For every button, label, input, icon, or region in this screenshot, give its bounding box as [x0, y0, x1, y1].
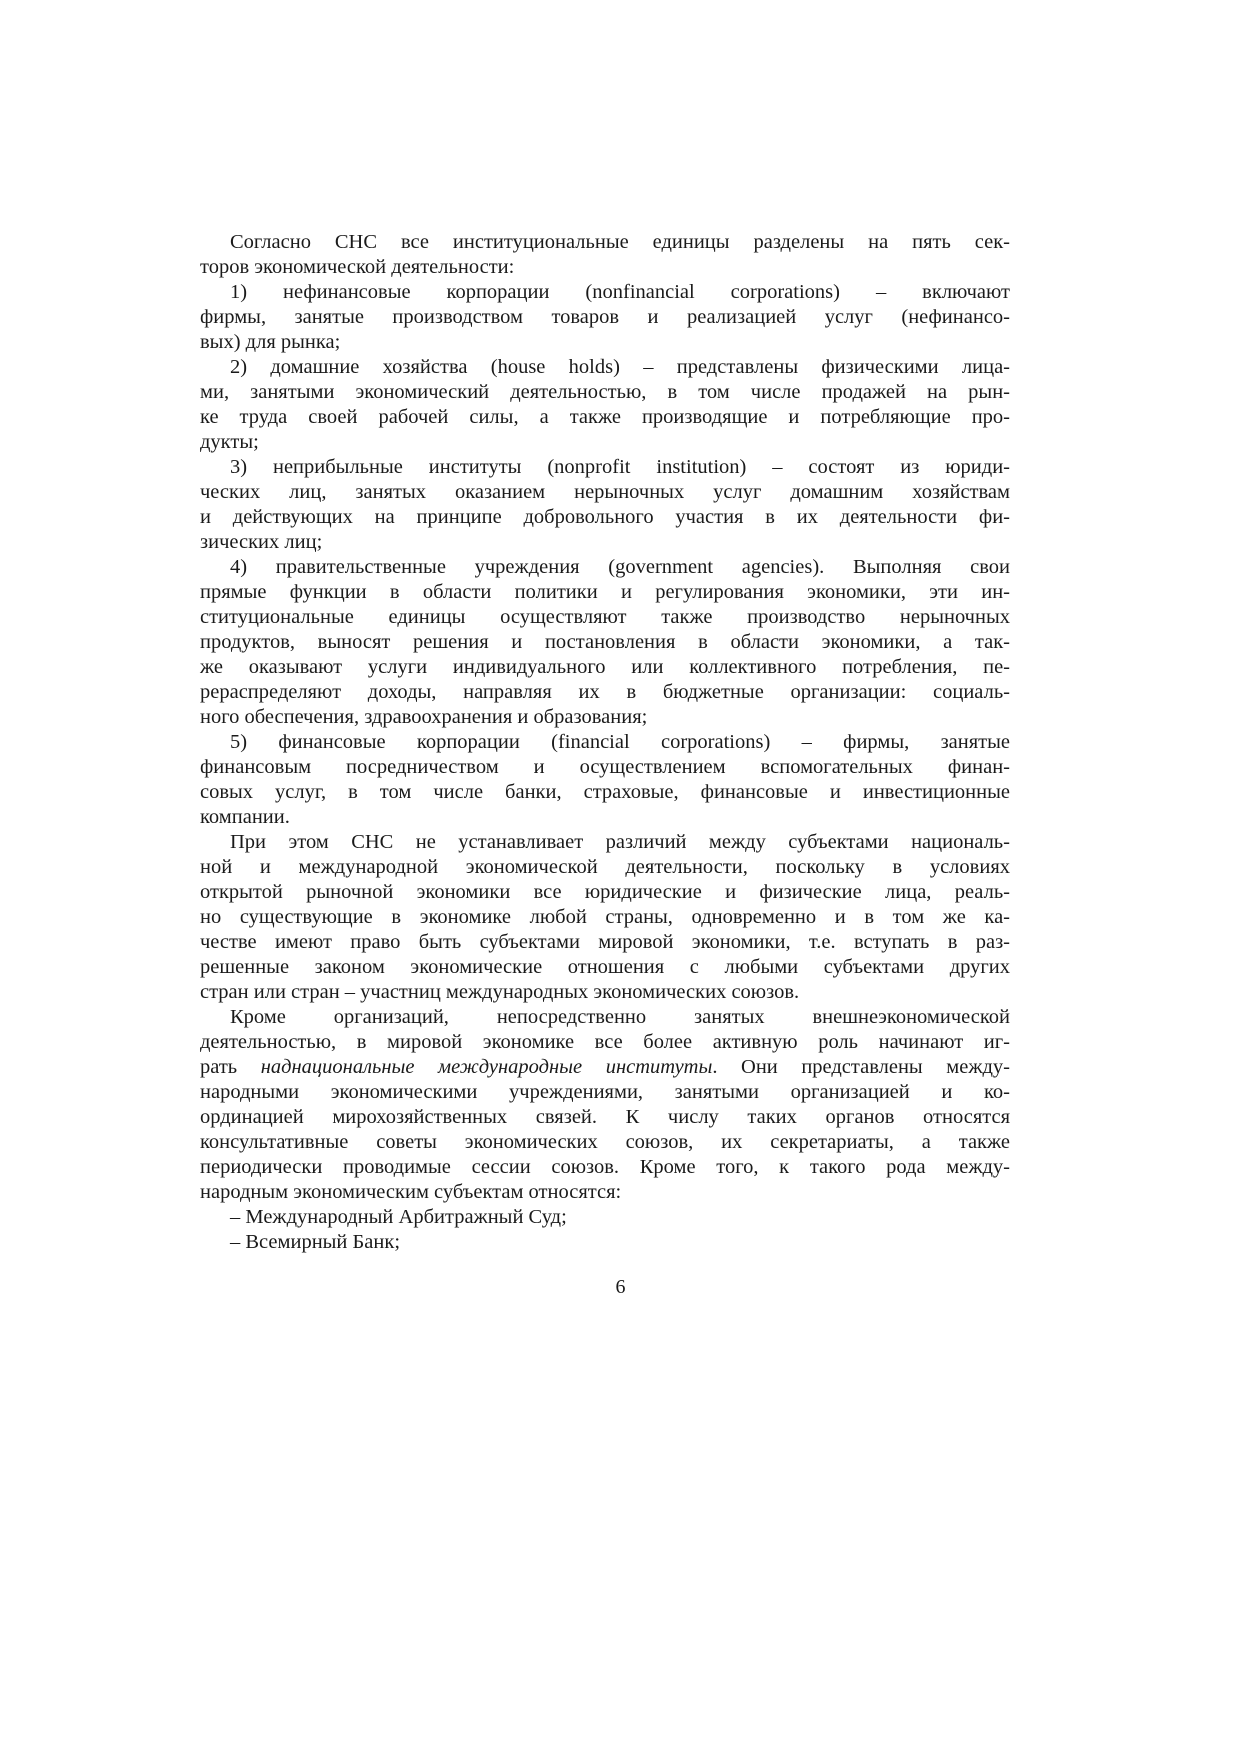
text-line	[200, 280, 1010, 305]
text-segment: торов экономической деятельности:	[200, 256, 515, 278]
text-line	[200, 330, 1010, 355]
text-segment: периодически проводимые сессии союзов. Кроме того, к такого рода между-	[200, 1156, 1010, 1178]
text-line	[200, 555, 1010, 580]
text-line	[200, 680, 1010, 705]
text-line	[200, 455, 1010, 480]
text-line	[200, 1155, 1010, 1180]
text-segment: – Международный Арбитражный Суд;	[230, 1206, 567, 1228]
text-segment: зических лиц;	[200, 531, 323, 553]
text-segment: финансовым посредничеством и осуществлением вспомогательных финан-	[200, 756, 1010, 778]
text-segment: народными экономическими учреждениями, занятыми организацией и ко-	[200, 1081, 1010, 1103]
text-segment: компании.	[200, 806, 290, 828]
text-line	[200, 655, 1010, 680]
text-segment: ституциональные единицы осуществляют также производство нерыночных	[200, 606, 1010, 628]
text-line	[200, 255, 1010, 280]
text-line	[200, 405, 1010, 430]
text-segment: честве имеют право быть субъектами мировой экономики, т.е. вступать в раз-	[200, 931, 1010, 953]
text-segment: фирмы, занятые производством товаров и реализацией услуг (нефинансо-	[200, 306, 1010, 328]
text-line	[200, 505, 1010, 530]
text-line	[200, 1080, 1010, 1105]
text-segment: народным экономическим субъектам относятся:	[200, 1181, 622, 1203]
emphasized-term: наднациональные международные институты	[260, 1056, 713, 1078]
text-line	[200, 730, 1010, 755]
text-segment: стран или стран – участниц международных экономических союзов.	[200, 981, 800, 1003]
text-segment: . Они представлены между-	[712, 1056, 1010, 1078]
body-text	[200, 230, 1010, 1255]
text-segment: ми, занятыми экономический деятельностью, в том числе продажей на рын-	[200, 381, 1010, 403]
text-segment: 2) домашние хозяйства (house holds) – представлены физическими лица-	[230, 356, 1010, 378]
text-segment: решенные законом экономические отношения с любыми субъектами других	[200, 956, 1010, 978]
text-line	[200, 355, 1010, 380]
text-line	[200, 480, 1010, 505]
text-line	[200, 605, 1010, 630]
text-segment: открытой рыночной экономики все юридические и физические лица, реаль-	[200, 881, 1010, 903]
text-line	[200, 905, 1010, 930]
text-line	[200, 1180, 1010, 1205]
text-line	[200, 630, 1010, 655]
text-line	[200, 1205, 1010, 1230]
text-line	[200, 930, 1010, 955]
text-segment: ческих лиц, занятых оказанием нерыночных услуг домашним хозяйствам	[200, 481, 1010, 503]
text-segment: но существующие в экономике любой страны, одновременно и в том же ка-	[200, 906, 1010, 928]
text-segment: 5) финансовые корпорации (financial corporations) – фирмы, занятые	[230, 731, 1010, 753]
text-line	[200, 955, 1010, 980]
text-segment: дукты;	[200, 431, 259, 453]
text-line	[200, 1230, 1010, 1255]
text-line	[200, 305, 1010, 330]
text-line	[200, 1105, 1010, 1130]
text-segment: продуктов, выносят решения и постановления в области экономики, а так-	[200, 631, 1010, 653]
text-line	[200, 705, 1010, 730]
text-segment: консультативные советы экономических союзов, их секретариаты, а также	[200, 1131, 1010, 1153]
text-segment: вых) для рынка;	[200, 331, 341, 353]
text-segment: Кроме организаций, непосредственно занятых внешнеэкономической	[230, 1006, 1010, 1028]
text-segment: – Всемирный Банк;	[230, 1231, 401, 1253]
text-segment: прямые функции в области политики и регулирования экономики, эти ин-	[200, 581, 1010, 603]
text-segment: 1) нефинансовые корпорации (nonfinancial corporations) – включают	[230, 281, 1010, 303]
page-number: 6	[615, 1276, 626, 1298]
text-line	[200, 805, 1010, 830]
text-line	[200, 755, 1010, 780]
text-segment: 4) правительственные учреждения (government agencies). Выполняя свои	[230, 556, 1010, 578]
text-line	[200, 1130, 1010, 1155]
text-line	[200, 830, 1010, 855]
text-line	[200, 1005, 1010, 1030]
text-line	[200, 855, 1010, 880]
text-segment: При этом СНС не устанавливает различий между субъектами националь-	[230, 831, 1010, 853]
text-segment: и действующих на принципе добровольного участия в их деятельности фи-	[200, 506, 1010, 528]
text-segment: ординацией мирохозяйственных связей. К числу таких органов относятся	[200, 1106, 1010, 1128]
text-line	[200, 530, 1010, 555]
text-segment: совых услуг, в том числе банки, страховые, финансовые и инвестиционные	[200, 781, 1010, 803]
text-segment: деятельностью, в мировой экономике все более активную роль начинают иг-	[200, 1031, 1010, 1053]
text-segment: ного обеспечения, здравоохранения и образования;	[200, 706, 648, 728]
text-segment: рать	[200, 1056, 261, 1078]
text-segment: ной и международной экономической деятельности, поскольку в условиях	[200, 856, 1010, 878]
text-line	[200, 580, 1010, 605]
text-line	[200, 980, 1010, 1005]
text-line	[200, 1055, 1010, 1080]
text-line	[200, 230, 1010, 255]
text-segment: ке труда своей рабочей силы, а также производящие и потребляющие про-	[200, 406, 1010, 428]
text-line	[200, 1030, 1010, 1055]
text-segment: 3) неприбыльные институты (nonprofit institution) – состоят из юриди-	[230, 456, 1010, 478]
text-segment: же оказывают услуги индивидуального или коллективного потребления, пе-	[200, 656, 1010, 678]
text-line	[200, 380, 1010, 405]
text-line	[200, 780, 1010, 805]
text-segment: Согласно СНС все институциональные единицы разделены на пять сек-	[230, 231, 1010, 253]
text-segment: рераспределяют доходы, направляя их в бюджетные организации: социаль-	[200, 681, 1010, 703]
text-line	[200, 880, 1010, 905]
text-line	[200, 430, 1010, 455]
